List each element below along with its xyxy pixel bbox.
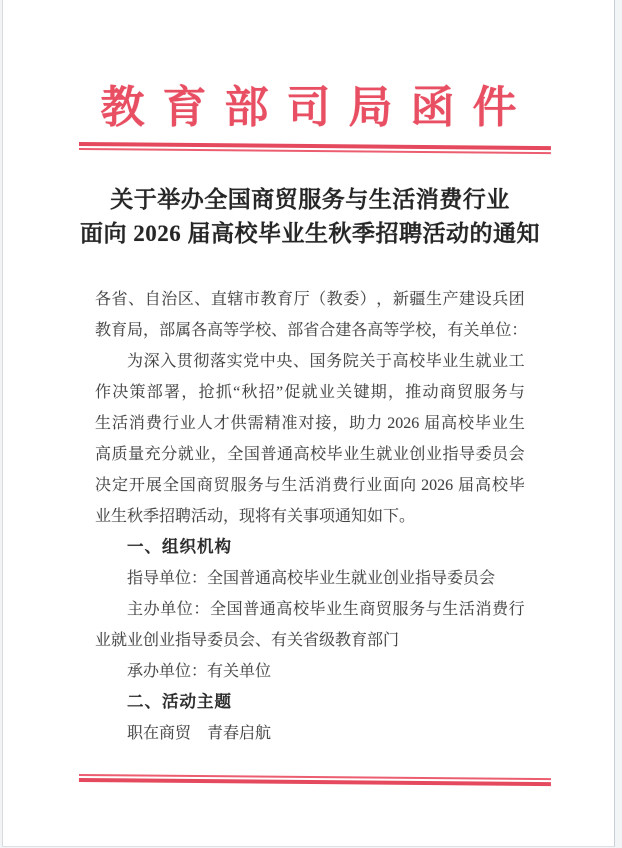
document-page	[2, 0, 615, 847]
section-heading-2: 二、活动主题	[127, 693, 232, 711]
body-line: 高 质 量 充 分 就 业 ， 全 国 普 通 高 校 毕 业 生 就 业 创 业 指 导 委 员 会	[95, 446, 525, 463]
body-line: 决 定 开 展 全 国 商 贸 服 务 与 生 活 消 费 行 业 面 向 2026 届 高 校 毕	[95, 477, 525, 494]
body-line: 生 活 消 费 行 业 人 才 供 需 精 准 对 接 ， 助 力 2026 届 高 校 毕 业 生	[95, 415, 525, 432]
body-line: 业就业创业指导委员会、有关省级教育部门	[95, 632, 400, 649]
body-line: 业生秋季招聘活动，现将有关事项通知如下。	[95, 508, 416, 525]
body-line: 主 办 单 位 ： 全 国 普 通 高 校 毕 业 生 商 贸 服 务 与 生 活 消 费 行	[127, 601, 525, 618]
body-line: 指导单位：全国普通高校毕业生就业创业指导委员会	[127, 570, 496, 587]
body-line: 为 深 入 贯 彻 落 实 党 中 央 、 国 务 院 关 于 高 校 毕 业 生 就 业 工	[127, 353, 525, 370]
body-line: 作 决 策 部 署 ， 抢 抓 “ 秋 招 ” 促 就 业 关 键 期 ， 推 动 商 贸 服 务 与	[95, 384, 525, 401]
document-title	[3, 183, 617, 251]
document-body	[95, 284, 528, 749]
body-line: 承办单位：有关单位	[127, 663, 272, 680]
document-title-line1: 关于举办全国商贸服务与生活消费行业	[110, 187, 510, 212]
section-heading-1: 一、组织机构	[127, 538, 232, 556]
document-title-line2: 面向 2026 届高校毕业生秋季招聘活动的通知	[80, 221, 540, 246]
recipient-line: 教 育 局 ， 部 属 各 高 等 学 校 、 部 省 合 建 各 高 等 学 校 ， 有 关 单 位 ：	[95, 322, 528, 339]
letterhead-rule	[79, 142, 551, 154]
footer-rule	[79, 774, 551, 786]
recipient-line: 各 省 、 自 治 区 、 直 辖 市 教 育 厅 （ 教 委 ） ， 新 疆 生 产 建 设 兵 团	[95, 291, 525, 308]
letterhead-title: 教育部司局函件	[100, 83, 535, 132]
body-line: 职在商贸 青春启航	[127, 725, 272, 742]
